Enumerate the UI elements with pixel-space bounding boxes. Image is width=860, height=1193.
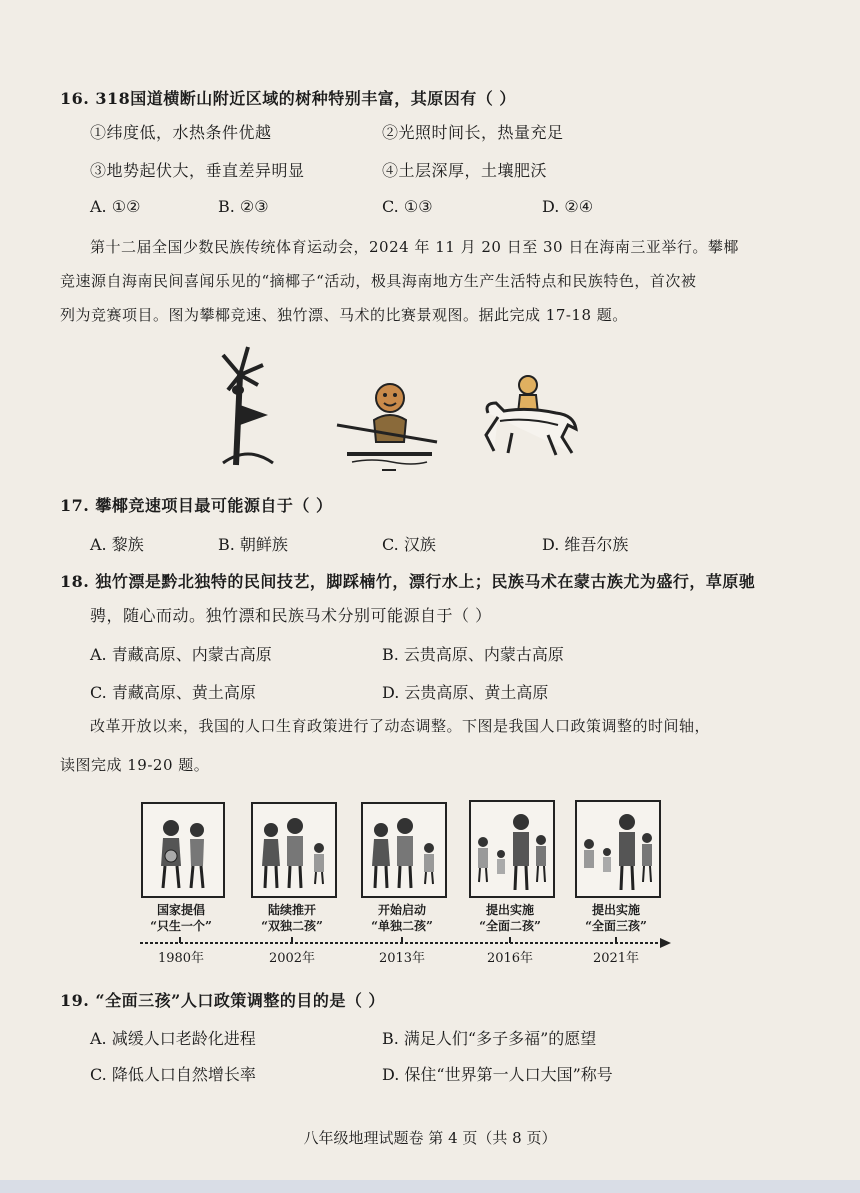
timeline-year-2002: 2002年 [268, 951, 316, 966]
event-title: 陆续推开 [267, 903, 316, 917]
q16-option-b[interactable]: B. ②③ [218, 197, 269, 216]
q18-option-a[interactable]: A. 青藏高原、内蒙古高原 [90, 645, 272, 664]
panel-double-only-two-child [251, 802, 337, 898]
q16-item-4: ④土层深厚，土壤肥沃 [382, 161, 548, 180]
q18-option-c[interactable]: C. 青藏高原、黄土高原 [90, 683, 256, 702]
intro-19-20-line2: 读图完成 19-20 题。 [60, 756, 210, 774]
q19-option-d[interactable]: D. 保住“世界第一人口大国”称号 [382, 1065, 613, 1084]
family-icon [363, 804, 445, 896]
intro-17-18-line2: 竞速源自海南民间喜闻乐见的“摘椰子“活动，极具海南地方生产生活特点和民族特色，首次被 [60, 272, 697, 290]
event-title: 提出实施 [591, 903, 640, 917]
q19-option-a[interactable]: A. 减缓人口老龄化进程 [90, 1029, 256, 1048]
timeline-year-1980: 1980年 [157, 951, 205, 966]
q18-stem-line2: 骋，随心而动。独竹漂和民族马术分别可能源自于（ ） [90, 606, 492, 625]
horsemanship-illustration [478, 373, 582, 459]
event-title: 国家提倡 [156, 903, 205, 917]
q18-stem-line1: 18. 独竹漂是黔北独特的民间技艺，脚踩楠竹，漂行水上；民族马术在蒙古族尤为盛行，草原驰 [60, 572, 756, 591]
event-title: 开始启动 [377, 903, 426, 917]
page-footer: 八年级地理试题卷 第 4 页（共 8 页） [303, 1129, 557, 1147]
event-title: 提出实施 [485, 903, 534, 917]
event-policy: “双独二孩” [261, 919, 323, 933]
panel-universal-three-child [575, 800, 661, 898]
q16-item-1: ①纬度低，水热条件优越 [90, 123, 272, 142]
family-icon [577, 802, 659, 896]
q18-option-b[interactable]: B. 云贵高原、内蒙古高原 [382, 645, 564, 664]
timeline-year-2013: 2013年 [378, 951, 426, 966]
q19-option-c[interactable]: C. 降低人口自然增长率 [90, 1065, 256, 1084]
bamboo-rafting-illustration [332, 380, 442, 472]
timeline-label-2002 [242, 902, 342, 934]
timeline-year-2021: 2021年 [592, 951, 640, 966]
intro-17-18-line3: 列为竞赛项目。图为攀椰竞速、独竹漂、马术的比赛景观图。据此完成 17-18 题。 [60, 306, 628, 324]
timeline-label-2013 [352, 902, 452, 934]
panel-single-only-two-child [361, 802, 447, 898]
q16-stem: 16. 318国道横断山附近区域的树种特别丰富，其原因有（ ） [60, 89, 516, 108]
arrow-head-icon [660, 938, 671, 948]
family-icon [143, 804, 223, 896]
timeline-label-2016 [460, 902, 560, 934]
intro-19-20-line1: 改革开放以来，我国的人口生育政策进行了动态调整。下图是我国人口政策调整的时间轴， [90, 717, 711, 735]
q16-item-3: ③地势起伏大，垂直差异明显 [90, 161, 305, 180]
family-icon [471, 802, 553, 896]
q17-option-a[interactable]: A. 黎族 [90, 535, 144, 554]
panel-universal-two-child [469, 800, 555, 898]
q19-option-b[interactable]: B. 满足人们“多子多福”的愿望 [382, 1029, 597, 1048]
q16-item-2: ②光照时间长，热量充足 [382, 123, 564, 142]
event-policy: “全面三孩” [585, 919, 647, 933]
event-policy: “全面二孩” [479, 919, 541, 933]
q16-option-d[interactable]: D. ②④ [542, 197, 594, 216]
q17-stem: 17. 攀椰竞速项目最可能源自于（ ） [60, 496, 333, 515]
event-policy: “只生一个” [150, 919, 212, 933]
intro-17-18-line1: 第十二届全国少数民族传统体育运动会，2024 年 11 月 20 日至 30 日在海南三亚举行。攀椰 [90, 238, 739, 256]
event-policy: “单独二孩” [371, 919, 433, 933]
panel-one-child [141, 802, 225, 898]
timeline-year-2016: 2016年 [486, 951, 534, 966]
timeline-label-2021 [566, 902, 666, 934]
coconut-climbing-illustration [218, 345, 278, 467]
q17-option-b[interactable]: B. 朝鲜族 [218, 535, 288, 554]
family-icon [253, 804, 335, 896]
q18-option-d[interactable]: D. 云贵高原、黄土高原 [382, 683, 549, 702]
q17-option-d[interactable]: D. 维吾尔族 [542, 535, 629, 554]
timeline-label-1980 [131, 902, 231, 934]
q16-option-c[interactable]: C. ①③ [382, 197, 433, 216]
q19-stem: 19. “全面三孩”人口政策调整的目的是（ ） [60, 991, 385, 1010]
q17-option-c[interactable]: C. 汉族 [382, 535, 436, 554]
q16-option-a[interactable]: A. ①② [90, 197, 141, 216]
